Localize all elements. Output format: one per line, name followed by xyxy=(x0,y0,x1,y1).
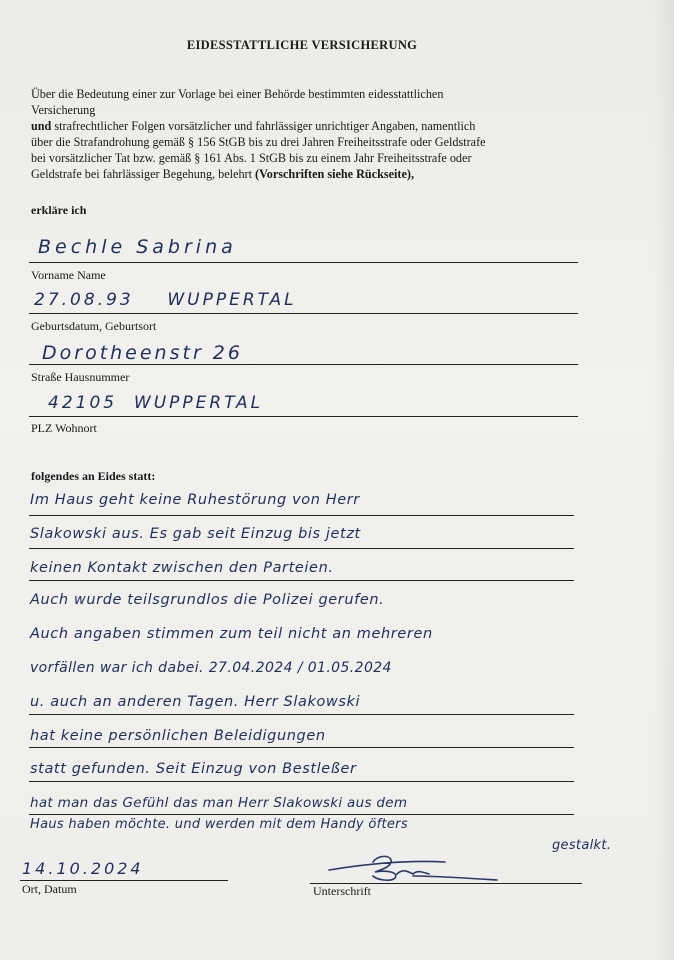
intro-line-3-bold: und xyxy=(31,119,52,133)
statement-line-12: gestalkt. xyxy=(552,838,612,853)
intro-line-3-rest: strafrechtlicher Folgen vorsätzlicher und fahrlässiger unrichtiger Angaben, namentlich xyxy=(54,119,476,133)
date-label: Ort, Datum xyxy=(22,882,77,896)
statement-line-6: vorfällen war ich dabei. 27.04.2024 / 01.05.2024 xyxy=(30,660,392,676)
statement-line-9: statt gefunden. Seit Einzug von Bestleßer xyxy=(30,761,357,777)
statement-line-11: Haus haben möchte. und werden mit dem Handy öfters xyxy=(30,817,408,832)
street-line xyxy=(29,364,578,365)
city-value: 42105 WUPPERTAL xyxy=(48,393,264,413)
signature-mark xyxy=(325,850,505,884)
statement-rule-8 xyxy=(29,747,574,748)
city-line xyxy=(29,416,578,417)
intro-paragraph xyxy=(31,86,591,182)
name-value: Bechle Sabrina xyxy=(38,236,237,258)
statement-line-7: u. auch an anderen Tagen. Herr Slakowski xyxy=(30,694,361,710)
statement-line-1: Im Haus geht keine Ruhestörung von Herr xyxy=(30,492,360,508)
date-value: 14.10.2024 xyxy=(22,859,144,878)
statement-rule-9 xyxy=(29,781,574,782)
birth-line xyxy=(29,313,578,314)
intro-line-5: bei vorsätzlicher Tat bzw. gemäß § 161 Abs. 1 StGB bis zu einem Jahr Freiheitsstrafe oder xyxy=(31,151,472,165)
statement-line-4: Auch wurde teilsgrundlos die Polizei gerufen. xyxy=(30,592,385,608)
street-value: Dorotheenstr 26 xyxy=(42,342,243,364)
statement-rule-2 xyxy=(29,548,574,549)
statement-rule-3 xyxy=(29,580,574,581)
city-label: PLZ Wohnort xyxy=(31,421,97,435)
intro-bold-tail: (Vorschriften siehe Rückseite), xyxy=(255,167,415,181)
intro-line-4: über die Strafandrohung gemäß § 156 StGB bis zu drei Jahren Freiheitsstrafe oder Geldstrafe xyxy=(31,135,486,149)
statement-line-3: keinen Kontakt zwischen den Parteien. xyxy=(30,560,334,576)
intro-line-6 xyxy=(31,166,591,182)
oath-heading: folgendes an Eides statt: xyxy=(31,469,156,483)
signature-label: Unterschrift xyxy=(313,884,371,898)
statement-rule-10 xyxy=(29,814,574,815)
statement-line-5: Auch angaben stimmen zum teil nicht an mehreren xyxy=(30,626,433,642)
birth-value: 27.08.93 WUPPERTAL xyxy=(34,290,297,310)
intro-line-6-text: Geldstrafe bei fahrlässiger Begehung, belehrt xyxy=(31,167,252,181)
intro-line-1: Über die Bedeutung einer zur Vorlage bei einer Behörde bestimmten eidesstattlichen xyxy=(31,87,444,101)
statement-rule-7 xyxy=(29,714,574,715)
intro-line-3 xyxy=(31,118,591,134)
name-line xyxy=(29,262,578,263)
statement-line-10: hat man das Gefühl das man Herr Slakowski aus dem xyxy=(30,795,408,811)
declare-heading: erkläre ich xyxy=(31,203,87,217)
statement-line-8: hat keine persönlichen Beleidigungen xyxy=(30,728,326,744)
street-label: Straße Hausnummer xyxy=(31,370,130,384)
statement-rule-1 xyxy=(29,515,574,516)
birth-label: Geburtsdatum, Geburtsort xyxy=(31,319,157,333)
name-label: Vorname Name xyxy=(31,268,106,282)
intro-line-2: Versicherung xyxy=(31,103,96,117)
page-edge-shadow xyxy=(654,0,674,960)
date-line xyxy=(20,880,228,881)
document-title: EIDESSTATTLICHE VERSICHERUNG xyxy=(186,38,418,52)
statement-line-2: Slakowski aus. Es gab seit Einzug bis jetzt xyxy=(30,526,361,542)
